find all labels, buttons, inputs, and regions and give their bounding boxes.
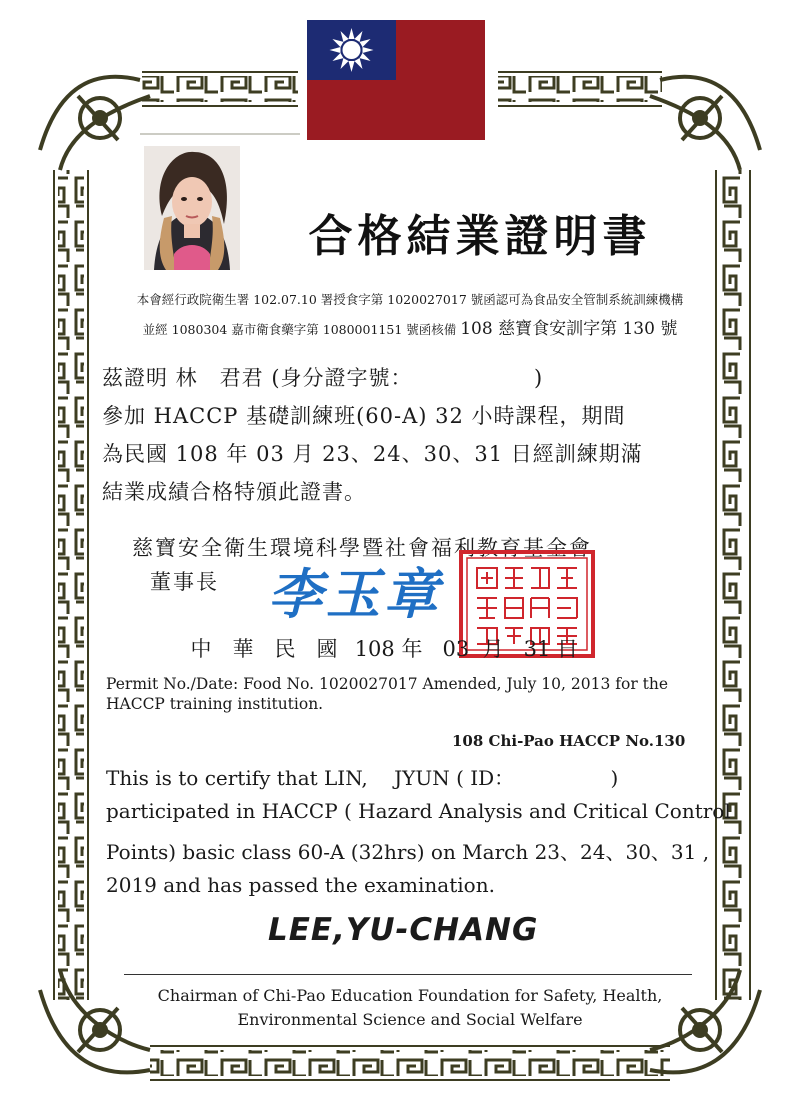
signature-line [124,974,692,975]
date-char-1: 中 [190,637,212,661]
permit-en: Permit No./Date: Food No. 1020027017 Amended, July 10, 2013 for the HACCP training institution. [106,675,669,713]
corner-ornament-top-right [650,77,760,170]
date-char-4: 國 [316,637,338,661]
body-zh-line-4: 結業成績合格特頒此證書。 [102,480,366,504]
permit-approval-zh: 並經 1080304 嘉市衛食藥字第 1080001151 號函核備 [142,322,457,337]
national-flag [307,20,485,140]
signature-zh: 李玉章 [268,562,442,626]
certificate-number-en: 108 Chi-Pao HACCP No.130 [452,732,686,750]
body-en-line-4: 2019 and has passed the examination. [106,873,495,897]
date-month-unit: 月 [482,637,504,661]
corner-ornament-top-left [40,77,150,170]
date-char-3: 民 [274,637,296,661]
date-day: 31 [523,637,551,661]
certificate-title: 合格結業證明書 [308,211,652,262]
date-char-2: 華 [232,637,254,661]
body-en-line-2: participated in HACCP ( Hazard Analysis and Critical Control [106,799,731,823]
signature-en: LEE,YU-CHANG [268,912,539,948]
date-month: 03 [442,637,470,661]
flag-canton [307,20,396,80]
date-year-unit: 年 [401,637,423,661]
portrait-photo [144,146,240,270]
chairman-title-zh: 董事長 [150,570,219,594]
date-day-unit: 日 [557,637,579,661]
chairman-title-en-line-1: Chairman of Chi-Pao Education Foundation for Safety, Health, [157,986,663,1005]
chairman-title-en-line-2: Environmental Science and Social Welfare [237,1010,583,1029]
body-en-line-1: This is to certify that LIN, JYUN ( ID： ) [106,766,619,790]
body-zh-line-1: 茲證明 林 君君 (身分證字號： ) [102,366,544,390]
body-zh-line-3: 為民國 108 年 03 月 23、24、30、31 日經訓練期滿 [102,442,643,466]
date-year: 108 [354,637,395,661]
permit-line-zh-1: 本會經行政院衛生署 102.07.10 署授食字第 1020027017 號函認可為食品安全管制系統訓練機構 [136,292,684,307]
issue-date-zh [180,633,578,663]
organization-name-zh: 慈寶安全衛生環境科學暨社會福利教育基金會 [132,536,592,560]
certificate-number-zh: 108 慈寶食安訓字第 130 號 [460,319,678,339]
body-en-line-3: Points) basic class 60-A (32hrs) on March 23、24、30、31 , [106,840,710,864]
white-sun-icon [307,20,396,80]
body-zh-line-2: 參加 HACCP 基礎訓練班(60-A) 32 小時課程，期間 [102,404,626,428]
permit-line-zh-2 [90,314,730,339]
